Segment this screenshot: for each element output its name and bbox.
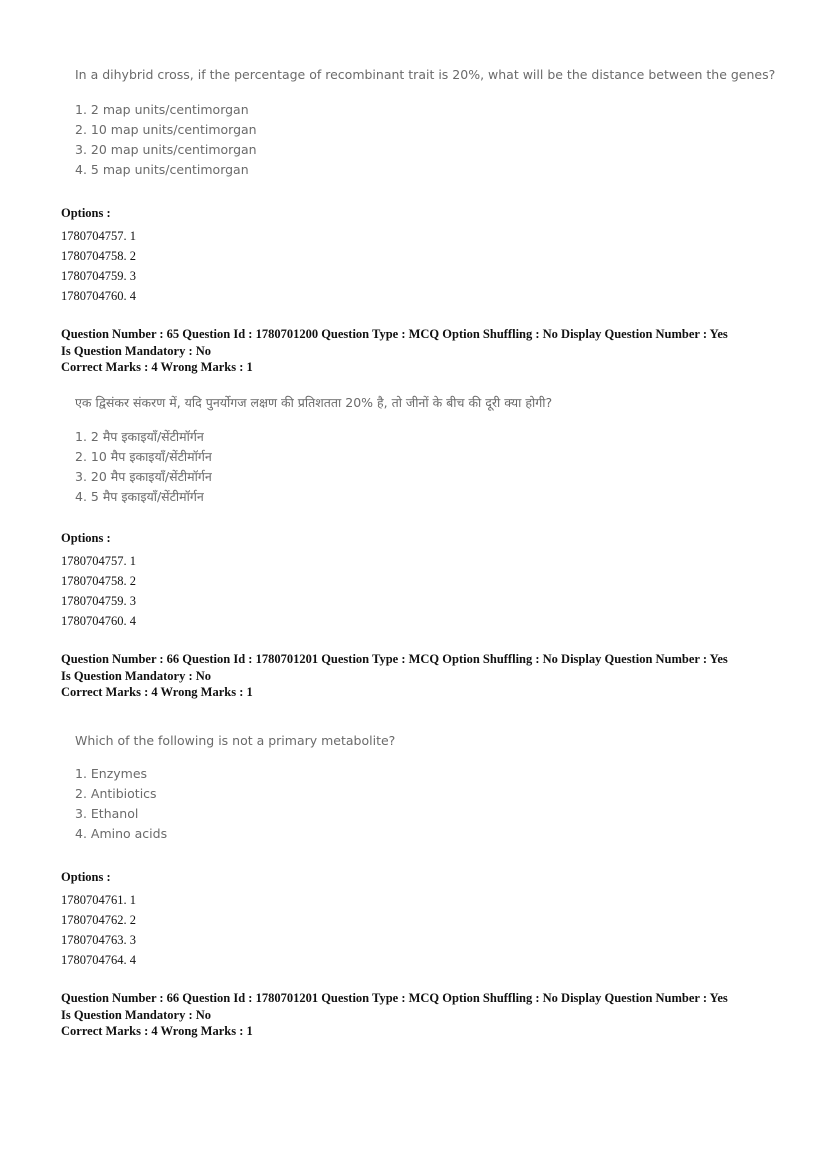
question-header-65 xyxy=(61,326,781,376)
question-marks: Correct Marks : 4 Wrong Marks : 1 xyxy=(61,360,253,374)
question-option: 2. 10 map units/centimorgan xyxy=(75,122,257,137)
question-marks: Correct Marks : 4 Wrong Marks : 1 xyxy=(61,685,253,699)
option-id: 1780704758. 2 xyxy=(61,248,136,263)
options-label: Options : xyxy=(61,531,111,545)
question-option: 1. 2 map units/centimorgan xyxy=(75,102,249,117)
question-option: 3. Ethanol xyxy=(75,806,139,821)
question-header-66 xyxy=(61,651,781,701)
question-options xyxy=(75,100,775,180)
option-id-list xyxy=(61,890,136,970)
question-option: 3. 20 मैप इकाइयाँ/सेंटीमॉर्गन xyxy=(75,469,212,484)
question-options xyxy=(75,427,552,507)
question-meta-line: Question Number : 66 Question Id : 1780701201 Question Type : MCQ Option Shuffling : No Display Question Number : Yes xyxy=(61,652,728,666)
question-option: 3. 20 map units/centimorgan xyxy=(75,142,257,157)
question-options xyxy=(75,764,395,844)
question-meta-line: Question Number : 66 Question Id : 1780701201 Question Type : MCQ Option Shuffling : No Display Question Number : Yes xyxy=(61,991,728,1005)
options-section-3 xyxy=(61,869,136,970)
question-mandatory: Is Question Mandatory : No xyxy=(61,343,212,358)
option-id: 1780704760. 4 xyxy=(61,288,136,303)
question-marks: Correct Marks : 4 Wrong Marks : 1 xyxy=(61,1024,253,1038)
question-option: 2. 10 मैप इकाइयाँ/सेंटीमॉर्गन xyxy=(75,449,212,464)
question-image-1 xyxy=(75,67,775,180)
question-text: एक द्विसंकर संकरण में, यदि पुनर्योगज लक्षण की प्रतिशतता 20% है, तो जीनों के बीच की दूरी क्या होगी? xyxy=(75,395,553,410)
options-label: Options : xyxy=(61,870,111,884)
question-mandatory: Is Question Mandatory : No xyxy=(61,1007,212,1022)
option-id: 1780704759. 3 xyxy=(61,593,136,608)
question-option: 4. Amino acids xyxy=(75,826,168,841)
option-id-list xyxy=(61,551,136,631)
options-section-1 xyxy=(61,205,136,306)
option-id: 1780704761. 1 xyxy=(61,892,136,907)
option-id: 1780704762. 2 xyxy=(61,912,136,927)
option-id: 1780704757. 1 xyxy=(61,228,136,243)
question-meta-line: Question Number : 65 Question Id : 1780701200 Question Type : MCQ Option Shuffling : No Display Question Number : Yes xyxy=(61,327,728,341)
option-id: 1780704760. 4 xyxy=(61,613,136,628)
question-header-66-repeat xyxy=(61,990,781,1040)
question-option: 2. Antibiotics xyxy=(75,786,157,801)
option-id: 1780704764. 4 xyxy=(61,952,136,967)
question-option: 1. 2 मैप इकाइयाँ/सेंटीमॉर्गन xyxy=(75,429,204,444)
question-image-3 xyxy=(75,733,395,844)
options-section-2 xyxy=(61,530,136,631)
question-option: 1. Enzymes xyxy=(75,766,148,781)
option-id: 1780704763. 3 xyxy=(61,932,136,947)
option-id: 1780704758. 2 xyxy=(61,573,136,588)
question-text: In a dihybrid cross, if the percentage of recombinant trait is 20%, what will be the distance between the genes? xyxy=(75,67,776,82)
question-text: Which of the following is not a primary metabolite? xyxy=(75,733,396,748)
options-label: Options : xyxy=(61,206,111,220)
option-id-list xyxy=(61,226,136,306)
question-image-2 xyxy=(75,394,552,507)
option-id: 1780704759. 3 xyxy=(61,268,136,283)
option-id: 1780704757. 1 xyxy=(61,553,136,568)
question-mandatory: Is Question Mandatory : No xyxy=(61,668,212,683)
question-option: 4. 5 मैप इकाइयाँ/सेंटीमॉर्गन xyxy=(75,489,204,504)
question-option: 4. 5 map units/centimorgan xyxy=(75,162,249,177)
